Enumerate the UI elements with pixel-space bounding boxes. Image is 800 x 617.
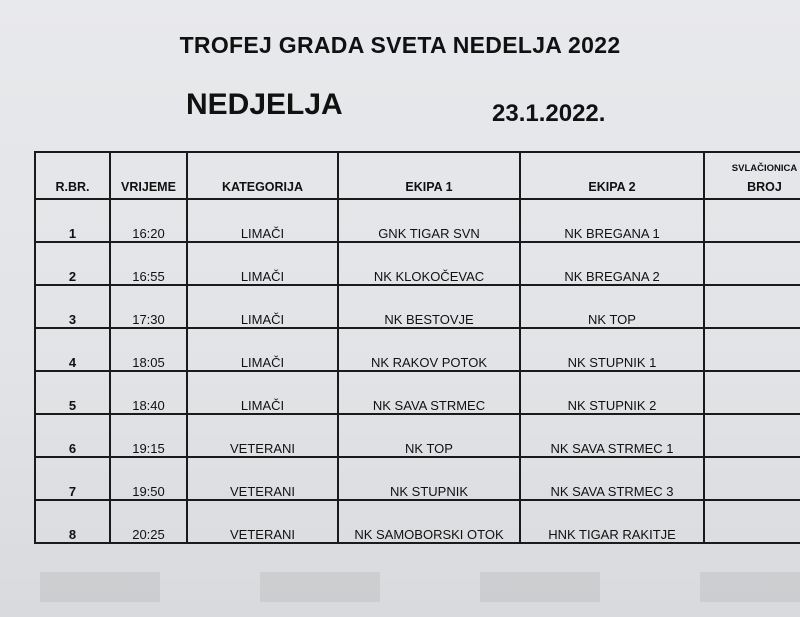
row-number: 3 <box>35 285 110 328</box>
header-svlacionica-label: SVLAČIONICA <box>731 163 798 174</box>
row-number: 7 <box>35 457 110 500</box>
row-team2: NK STUPNIK 1 <box>520 328 704 371</box>
row-time: 20:25 <box>110 500 187 543</box>
table-row <box>35 242 800 285</box>
header-broj-label: BROJ <box>747 180 782 194</box>
table-row <box>35 199 800 242</box>
header-kategorija: KATEGORIJA <box>187 152 338 199</box>
row-category: LIMAČI <box>187 371 338 414</box>
header-row <box>35 152 800 199</box>
row-category: LIMAČI <box>187 199 338 242</box>
row-time: 16:20 <box>110 199 187 242</box>
header-rbr: R.BR. <box>35 152 110 199</box>
row-time: 18:05 <box>110 328 187 371</box>
row-category: LIMAČI <box>187 285 338 328</box>
row-team2: NK TOP <box>520 285 704 328</box>
row-category: LIMAČI <box>187 328 338 371</box>
row-team2: HNK TIGAR RAKITJE <box>520 500 704 543</box>
row-team1: NK KLOKOČEVAC <box>338 242 520 285</box>
row-room <box>704 500 800 543</box>
row-time: 19:15 <box>110 414 187 457</box>
header-vrijeme: VRIJEME <box>110 152 187 199</box>
row-number: 5 <box>35 371 110 414</box>
row-number: 6 <box>35 414 110 457</box>
row-room <box>704 285 800 328</box>
row-team1: NK SAVA STRMEC <box>338 371 520 414</box>
row-number: 1 <box>35 199 110 242</box>
show-through-shadow <box>40 572 800 602</box>
row-time: 18:40 <box>110 371 187 414</box>
table-row <box>35 457 800 500</box>
row-team1: NK SAMOBORSKI OTOK <box>338 500 520 543</box>
row-team2: NK STUPNIK 2 <box>520 371 704 414</box>
row-room <box>704 328 800 371</box>
row-category: VETERANI <box>187 457 338 500</box>
row-room <box>704 371 800 414</box>
row-team1: NK RAKOV POTOK <box>338 328 520 371</box>
row-number: 8 <box>35 500 110 543</box>
row-number: 4 <box>35 328 110 371</box>
row-number: 2 <box>35 242 110 285</box>
day-label: NEDJELJA <box>186 88 343 121</box>
header-ekipa2: EKIPA 2 <box>520 152 704 199</box>
table-row <box>35 328 800 371</box>
row-team2: NK BREGANA 1 <box>520 199 704 242</box>
row-room <box>704 414 800 457</box>
row-team2: NK SAVA STRMEC 1 <box>520 414 704 457</box>
row-category: LIMAČI <box>187 242 338 285</box>
date-label: 23.1.2022. <box>492 100 606 127</box>
table-row <box>35 500 800 543</box>
table-row <box>35 414 800 457</box>
table-row <box>35 371 800 414</box>
row-category: VETERANI <box>187 414 338 457</box>
row-team1: NK TOP <box>338 414 520 457</box>
row-time: 17:30 <box>110 285 187 328</box>
header-svlacionica-stack <box>705 163 800 194</box>
row-room <box>704 199 800 242</box>
header-svlacionica <box>704 152 800 199</box>
row-team1: NK BESTOVJE <box>338 285 520 328</box>
row-room <box>704 242 800 285</box>
schedule-table <box>34 151 800 544</box>
document-title: TROFEJ GRADA SVETA NEDELJA 2022 <box>179 32 621 58</box>
row-time: 19:50 <box>110 457 187 500</box>
row-team2: NK BREGANA 2 <box>520 242 704 285</box>
table-row <box>35 285 800 328</box>
row-team1: NK STUPNIK <box>338 457 520 500</box>
row-team2: NK SAVA STRMEC 3 <box>520 457 704 500</box>
row-team1: GNK TIGAR SVN <box>338 199 520 242</box>
row-room <box>704 457 800 500</box>
header-ekipa1: EKIPA 1 <box>338 152 520 199</box>
row-category: VETERANI <box>187 500 338 543</box>
row-time: 16:55 <box>110 242 187 285</box>
